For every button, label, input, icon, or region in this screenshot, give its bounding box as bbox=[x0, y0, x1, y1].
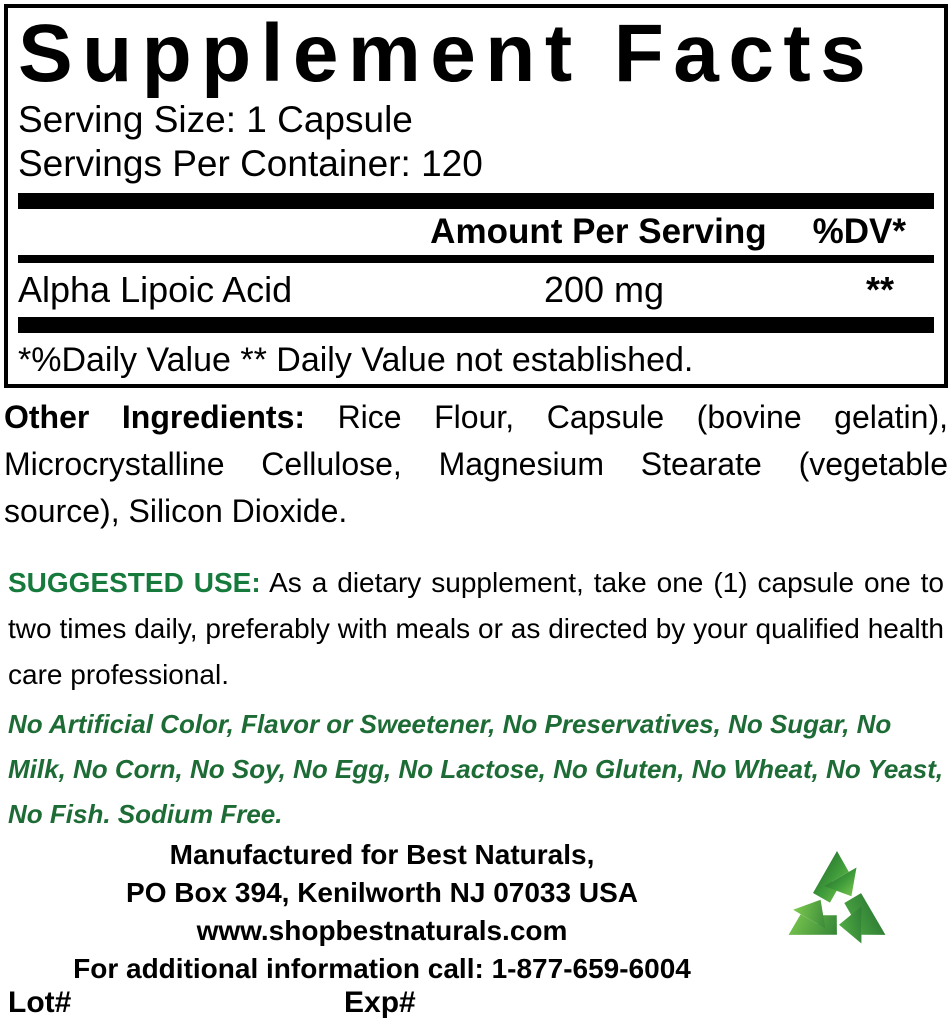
lot-label: Lot# bbox=[8, 986, 72, 1019]
manufacturer-block bbox=[0, 836, 764, 988]
servings-per-container: Servings Per Container: 120 bbox=[18, 143, 483, 184]
divider-thick-bottom bbox=[18, 317, 934, 333]
amount-per-serving-header: Amount Per Serving bbox=[430, 212, 767, 251]
facts-header-row bbox=[18, 209, 934, 255]
dv-footnote: *%Daily Value ** Daily Value not established. bbox=[18, 341, 694, 379]
panel-title: Supplement Facts bbox=[18, 8, 876, 99]
other-ingredients-section bbox=[4, 394, 948, 535]
divider-thick-top bbox=[18, 193, 934, 209]
ingredient-row bbox=[18, 263, 934, 317]
other-ingredients-label: Other Ingredients: bbox=[4, 399, 306, 435]
manufacturer-phone: For additional information call: 1-877-659-6004 bbox=[73, 953, 691, 984]
other-ingredients-text: Rice Flour, Capsule (bovine gelatin), Microcrystalline Cellulose, Magnesium Stearate (vegetable source), Silicon Dioxide. bbox=[4, 399, 948, 529]
no-additives-claims: No Artificial Color, Flavor or Sweetener, No Preservatives, No Sugar, No Milk, No Corn, No Soy, No Egg, No Lactose, No Gluten, No Wheat, No Yeast, No Fish. Sodium Free. bbox=[8, 709, 944, 829]
manufacturer-line1: Manufactured for Best Naturals, bbox=[169, 839, 595, 870]
suggested-use-label: SUGGESTED USE: bbox=[8, 567, 261, 598]
ingredient-name: Alpha Lipoic Acid bbox=[18, 269, 293, 310]
serving-size: Serving Size: 1 Capsule bbox=[18, 99, 413, 140]
supplement-facts-panel bbox=[4, 4, 948, 388]
suggested-use-text: As a dietary supplement, take one (1) capsule one to two times daily, preferably with meals or as directed by your qualified health care professional. bbox=[8, 567, 945, 690]
ingredient-dv: ** bbox=[865, 269, 894, 310]
recycle-icon bbox=[762, 826, 912, 978]
dv-header: %DV* bbox=[812, 212, 906, 251]
manufacturer-address: PO Box 394, Kenilworth NJ 07033 USA bbox=[126, 877, 638, 908]
ingredient-amount: 200 mg bbox=[543, 269, 665, 310]
exp-label: Exp# bbox=[344, 986, 416, 1019]
manufacturer-website: www.shopbestnaturals.com bbox=[196, 915, 568, 946]
suggested-use-section bbox=[8, 560, 944, 698]
divider-thin bbox=[18, 255, 934, 263]
